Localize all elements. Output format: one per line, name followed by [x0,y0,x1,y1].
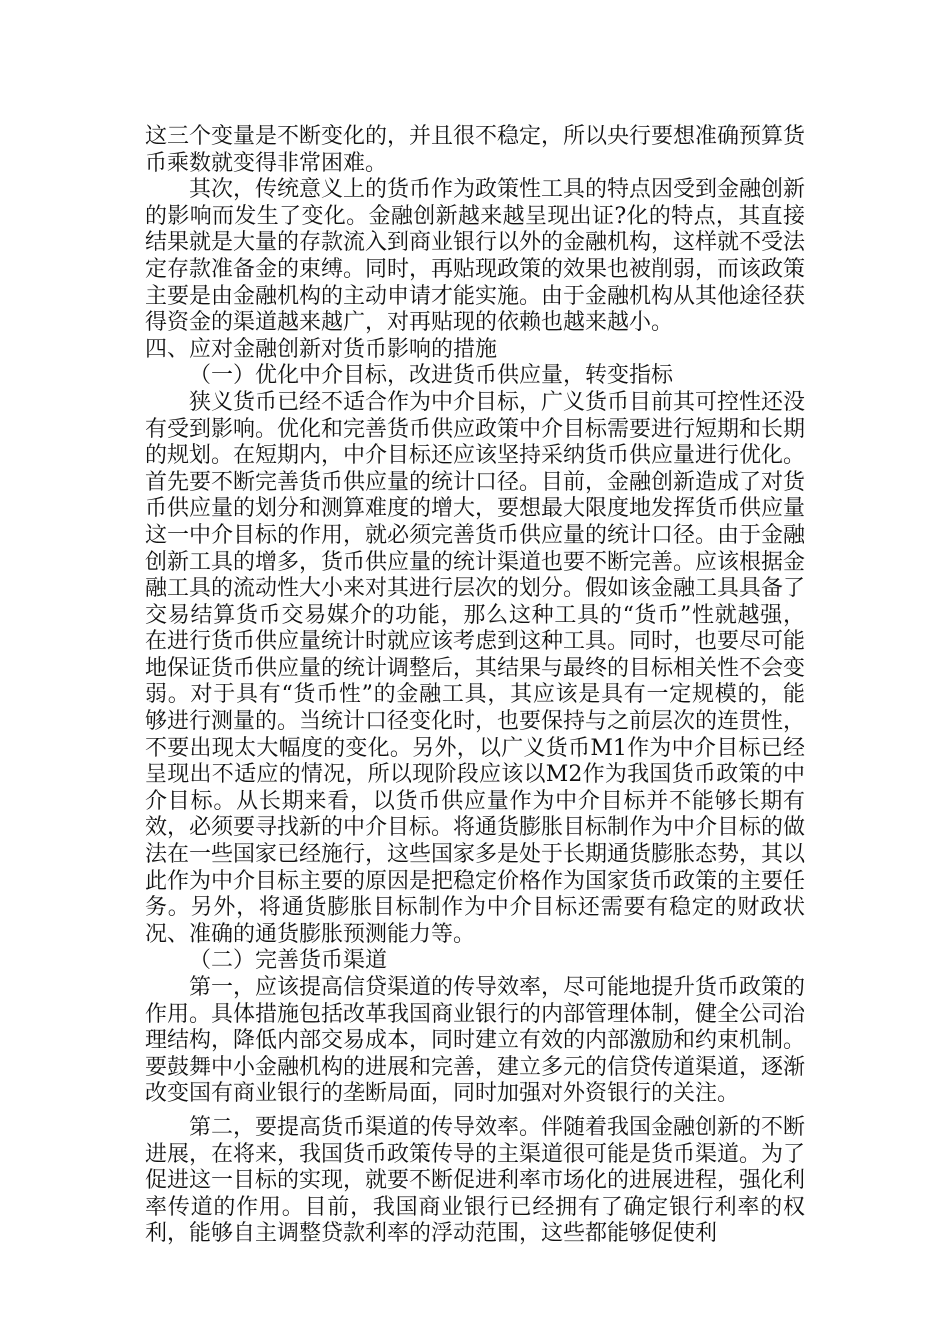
paragraph-narrow-money: 狭义货币已经不适合作为中介目标，广义货币目前其可控性还没有受到影响。优化和完善货币供应政策中介目标需要进行短期和长期的规划。在短期内，中介目标还应该坚持采纳货币供应量进行优化。首先要不断完善货币供应量的统计口径。目前，金融创新造成了对货币供应量的划分和测算难度的增大，要想最大限度地发挥货币供应量这一中介目标的作用，就必须完善货币供应量的统计口径。由于金融创新工具的增多，货币供应量的统计渠道也要不断完善。应该根据金融工具的流动性大小来对其进行层次的划分。假如该金融工具具备了交易结算货币交易媒介的功能，那么这种工具的“货币”性就越强，在进行货币供应量统计时就应该考虑到这种工具。同时，也要尽可能地保证货币供应量的统计调整后，其结果与最终的目标相关性不会变弱。对于具有“货币性”的金融工具，其应该是具有一定规模的，能够进行测量的。当统计口径变化时，也要保持与之前层次的连贯性，不要出现太大幅度的变化。另外，以广义货币M1作为中介目标已经呈现出不适应的情况，所以现阶段应该以M2作为我国货币政策的中介目标。从长期来看，以货币供应量作为中介目标并不能够长期有效，必须要寻找新的中介目标。将通货膨胀目标制作为中介目标的做法在一些国家已经施行，这些国家多是处于长期通货膨胀态势，其以此作为中介目标主要的原因是把稳定价格作为国家货币政策的主要任务。另外，将通货膨胀目标制作为中介目标还需要有稳定的财政状况、准确的通货膨胀预测能力等。 [145,389,806,947]
subsection-heading-1: （一）优化中介目标，改进货币供应量，转变指标 [189,363,674,389]
paragraph-second-money: 第二，要提高货币渠道的传导效率。伴随着我国金融创新的不断进展，在将来，我国货币政策传导的主渠道很可能是货币渠道。为了促进这一目标的实现，就要不断促进利率市场化的进展进程，强化利率传道的作用。目前，我国商业银行已经拥有了确定银行利率的权利，能够自主调整贷款利率的浮动范围，这些都能够促使利 [145,1114,806,1247]
subsection-heading-2: （二）完善货币渠道 [189,948,388,974]
paragraph-first-credit: 第一，应该提高信贷渠道的传导效率，尽可能地提升货币政策的作用。具体措施包括改革我国商业银行的内部管理体制，健全公司治理结构，降低内部交易成本，同时建立有效的内部激励和约束机制。要鼓舞中小金融机构的进展和完善，建立多元的信贷传道渠道，逐渐改变国有商业银行的垄断局面，同时加强对外资银行的关注。 [145,975,806,1107]
paragraph-secondly: 其次，传统意义上的货币作为政策性工具的特点因受到金融创新的影响而发生了变化。金融创新越来越呈现出证?化的特点，其直接结果就是大量的存款流入到商业银行以外的金融机构，这样就不受法定存款准备金的束缚。同时，再贴现政策的效果也被削弱，而该政策主要是由金融机构的主动申请才能实施。由于金融机构从其他途径获得资金的渠道越来越广，对再贴现的依赖也越来越小。 [145,177,806,336]
paragraph-continuation: 这三个变量是不断变化的，并且很不稳定，所以央行要想准确预算货币乘数就变得非常困难。 [145,124,806,176]
body-text [145,124,805,1248]
section-heading-4: 四、应对金融创新对货币影响的措施 [145,336,498,362]
